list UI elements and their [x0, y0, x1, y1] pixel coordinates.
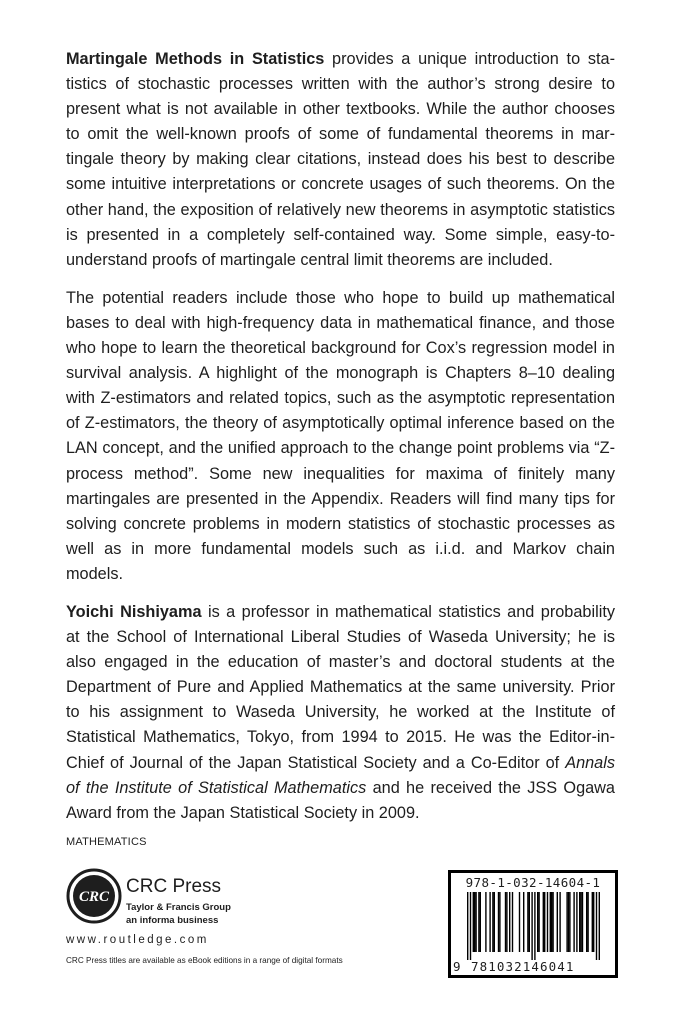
barcode-bars: [457, 892, 609, 960]
isbn-barcode: [448, 870, 618, 978]
barcode-bar: [529, 892, 530, 952]
back-cover-blurb: [66, 47, 615, 839]
isbn-remaining-digits: 781032146041: [471, 959, 575, 974]
barcode-bar: [474, 892, 475, 952]
barcode-bar: [568, 892, 569, 952]
barcode-bar: [559, 892, 560, 952]
barcode-bar: [509, 892, 510, 952]
barcode-bar: [480, 892, 481, 952]
book-title: Martingale Methods in Statistics: [66, 50, 325, 68]
subject-category: MATHEMATICS: [66, 836, 147, 848]
barcode-bar: [550, 892, 551, 952]
publisher-tagline: an informa business: [126, 915, 219, 926]
publisher-name: CRC Press: [126, 876, 222, 897]
barcode-bar: [573, 892, 574, 952]
barcode-bar: [547, 892, 548, 952]
author-bio-a: is a professor in mathematical statistics and probability at the School of International Liberal Studies of Waseda University; he is also engaged in the education of master’s and doctoral students at the Department of Pure and Applied Mathematics at the same university. Prior to his assignment to Waseda University, he worked at the Institute of Statistical Mathematics, Tokyo, from 1994 to 2015. He was the Editor-in-Chief of Journal of the Japan Statistical Society and a Co-Editor of: [66, 602, 615, 772]
barcode-bar: [492, 892, 493, 952]
barcode-bar: [543, 892, 544, 952]
barcode-bar: [580, 892, 581, 952]
barcode-bar: [485, 892, 486, 952]
isbn-hyphenated: 978-1-032-14604-1: [465, 875, 601, 890]
barcode-bar: [593, 892, 594, 952]
barcode-bar: [499, 892, 500, 952]
crc-logo-icon: [66, 868, 122, 924]
barcode-bar: [506, 892, 507, 952]
barcode-bar: [569, 892, 570, 952]
barcode-bar: [475, 892, 476, 952]
blurb-p1-body: provides a unique introduction to statistics of stochastic processes written with the author’s strong desire to present what is not available in other textbooks. While the author chooses to omit the well-known proofs of some of fundamental theorems in martingale theory by making clear citations, instead does his best to describe some intuitive interpretations or concrete usages of such theorems. On the other hand, the exposition of relatively new theorems in asymptotic statistics is presented in a completely self-contained way. Some simple, easy-to-understand proofs of martingale central limit theorems are included.: [66, 50, 615, 269]
barcode-bar: [505, 892, 506, 952]
publisher-website: www.routledge.com: [66, 934, 209, 946]
barcode-bar: [586, 892, 587, 952]
ebook-footnote: CRC Press titles are available as eBook editions in a range of digital formats: [66, 956, 343, 965]
barcode-bar: [512, 892, 513, 952]
barcode-bar: [566, 892, 567, 952]
isbn-first-digit: 9: [453, 959, 461, 974]
author-bio-b: and he received the JSS Ogawa Award from the Japan Statistical Society in 2009.: [66, 778, 615, 822]
barcode-bar: [551, 892, 552, 952]
publisher-block: [66, 868, 396, 988]
barcode-bar: [467, 892, 468, 960]
author-bio: [66, 600, 615, 826]
barcode-bar: [470, 892, 471, 960]
barcode-bar: [538, 892, 539, 952]
barcode-bar: [552, 892, 553, 952]
journal-title: Annals of the Institute of Statistical Mathematics: [66, 753, 615, 797]
barcode-bar: [473, 892, 474, 952]
barcode-bar: [582, 892, 583, 952]
barcode-bar: [557, 892, 558, 952]
publisher-group: Taylor & Francis Group: [126, 902, 231, 913]
barcode-bar: [544, 892, 545, 952]
barcode-bar: [534, 892, 535, 960]
blurb-paragraph-2: The potential readers include those who hope to build up mathematical bases to deal with high-frequency data in mathematical finance, and those who hope to learn the theoretical background for Cox’s regression model in survival analysis. A highlight of the monograph is Chapters 8–10 dealing with Z-estimators and related topics, such as the asymptotic representation of Z-estimators, the theory of asymptotically optimal inference based on the LAN concept, and the unified approach to the change point problems via “Z-process method”. Some new inequalities for maxima of finitely many martingales are presented in the Appendix. Readers will find many tips for solving concrete problems in modern statistics of stochastic processes as well as in more fundamental models such as i.i.d. and Markov chain models.: [66, 288, 615, 583]
barcode-bar: [587, 892, 588, 952]
barcode-bar: [478, 892, 479, 952]
barcode-bar: [498, 892, 499, 952]
barcode-bar: [576, 892, 577, 952]
barcode-bar: [592, 892, 593, 952]
barcode-bar: [537, 892, 538, 952]
barcode-bar: [527, 892, 528, 952]
barcode-bar: [596, 892, 597, 960]
barcode-bar: [523, 892, 524, 952]
crc-logo-text: CRC: [78, 889, 110, 905]
barcode-bar: [531, 892, 532, 960]
blurb-paragraph-1: [66, 47, 615, 273]
barcode-bar: [489, 892, 490, 952]
author-name: Yoichi Nishiyama: [66, 602, 202, 621]
barcode-bar: [579, 892, 580, 952]
barcode-bar: [494, 892, 495, 952]
barcode-bar: [599, 892, 600, 960]
barcode-bar: [519, 892, 520, 952]
